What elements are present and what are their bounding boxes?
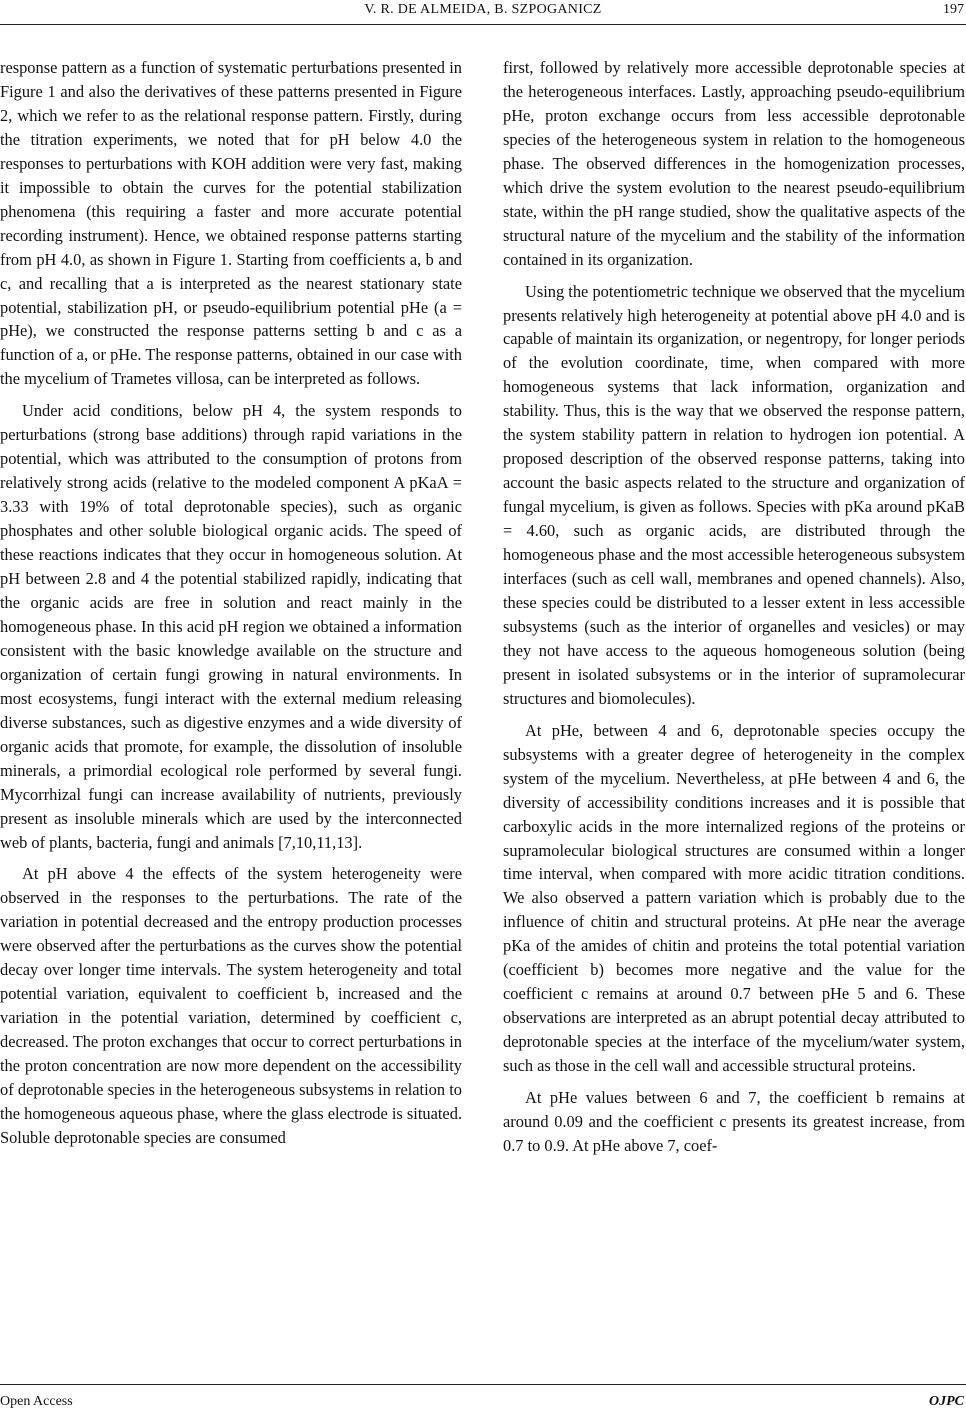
paragraph: response pattern as a function of systematic perturbations presented in Figure 1 and also the derivatives of these patterns presented in Figure 2, which we refer to as the relational response pattern. Firstly, during the titration experiments, we noted that for pH below 4.0 the responses to perturbations with KOH addition were very fast, making it impossible to obtain the curves for the potential stabilization phenomena (this requiring a faster and more accurate potential recording instrument). Hence, we obtained response patterns starting from pH 4.0, as shown in Figure 1. Starting from coefficients a, b and c, and recalling that a is interpreted as the nearest stationary state potential, stabilization pH, or pseudo-equilibrium potential pHe (a = pHe), we constructed the response patterns setting b and c as a function of a, or pHe. The response patterns, obtained in our case with the mycelium of Trametes villosa, can be interpreted as follows. — [0, 58, 462, 389]
footer-open-access: Open Access — [0, 1394, 73, 1409]
page-header — [0, 0, 966, 28]
page-footer — [0, 1384, 966, 1412]
right-column — [503, 56, 965, 1166]
footer-journal: OJPC — [929, 1394, 964, 1409]
left-column — [0, 56, 462, 1158]
paragraph: At pHe, between 4 and 6, deprotonable species occupy the subsystems with a greater degree of heterogeneity in the complex system of the mycelium. Nevertheless, at pHe between 4 and 6, the diversity of accessibility conditions increases and it is possible that carboxylic acids in the more internalized regions of the proteins or supramolecular biological structures are consumed within a longer time interval, when compared with more acidic titration conditions. We also observed a pattern variation which is probably due to the influence of chitin and structural proteins. At pHe near the average pKa of the amides of chitin and proteins the total potential variation (coefficient b) becomes more negative and the value for the coefficient c remains at around 0.7 between pHe 5 and 6. These observations are interpreted as an abrupt potential decay attributed to deprotonable species at the interface of the mycelium/water system, such as those in the cell wall and accessible structural proteins. — [503, 720, 965, 1076]
paragraph: Under acid conditions, below pH 4, the system responds to perturbations (strong base additions) through rapid variations in the potential, which was attributed to the consumption of protons from relatively strong acids (relative to the modeled component A pKaA = 3.33 with 19% of total deprotonable species), such as organic phosphates and other soluble biological organic acids. The speed of these reactions indicates that they occur in homogeneous solution. At pH between 2.8 and 4 the potential stabilized rapidly, indicating that the organic acids are free in solution and react mainly in the homogeneous phase. In this acid pH region we obtained a information consistent with the basic knowledge available on the structure and organization of certain fungi growing in natural environments. In most ecosystems, fungi interact with the external medium releasing diverse substances, such as digestive enzymes and a wide diversity of organic acids that promote, for example, the dissolution of insoluble minerals, a primordial ecological role performed by several fungi. Mycorrhizal fungi can increase availability of nutrients, previously present as insoluble minerals which are used by the interconnected web of plants, bacteria, fungi and animals [7,10,11,13]. — [0, 401, 462, 852]
header-rule — [0, 24, 966, 25]
running-title: V. R. DE ALMEIDA, B. SZPOGANICZ — [364, 2, 602, 17]
paragraph: At pHe values between 6 and 7, the coefficient b remains at around 0.09 and the coefficient c presents its greatest increase, from 0.7 to 0.9. At pHe above 7, coef- — [503, 1088, 965, 1155]
paragraph: first, followed by relatively more accessible deprotonable species at the heterogeneous interfaces. Lastly, approaching pseudo-equilibrium pHe, proton exchange occurs from less accessible deprotonable species of the heterogeneous system in relation to the homogeneous phase. The observed differences in the homogenization processes, which drive the system evolution to the nearest pseudo-equilibrium state, within the pH range studied, show the qualitative aspects of the structural nature of the mycelium and the stability of the information contained in its organization. — [503, 58, 965, 269]
paragraph: At pH above 4 the effects of the system heterogeneity were observed in the responses to the perturbations. The rate of the variation in potential decreased and the entropy production processes were observed after the perturbations as the curves show the potential decay over longer time intervals. The system heterogeneity and total potential variation, equivalent to coefficient b, increased and the variation in the potential variation, determined by coefficient c, decreased. The proton exchanges that occur to correct perturbations in the proton concentration are now more dependent on the accessibility of deprotonable species in the heterogeneous subsystems in relation to the homogeneous aqueous phase, where the glass electrode is situated. Soluble deprotonable species are consumed — [0, 864, 462, 1147]
page-number: 197 — [943, 2, 964, 17]
footer-rule — [0, 1384, 966, 1385]
paragraph: Using the potentiometric technique we observed that the mycelium presents relatively high heterogeneity at potential above pH 4.0 and is capable of maintain its organization, or negentropy, for longer periods of the evolution coordinate, time, when compared with more homogeneous systems that lack information, organization and stability. Thus, this is the way that we observed the response pattern, the system stability pattern in relation to hydrogen ion potential. A proposed description of the observed response patterns, taking into account the basic aspects related to the structure and organization of fungal mycelium, is given as follows. Species with pKa around pKaB = 4.60, such as organic acids, are distributed through the homogeneous phase and the most accessible heterogeneous subsystem interfaces (such as cell wall, membranes and opened channels). Also, these species could be distributed to a lesser extent in less accessible subsystems (such as the interior of organelles and vesicles) or may they not have access to the aqueous homogeneous solution (being present in isolated subsystems or in the interior of supramolecurar structures and biomolecules). — [503, 281, 966, 708]
